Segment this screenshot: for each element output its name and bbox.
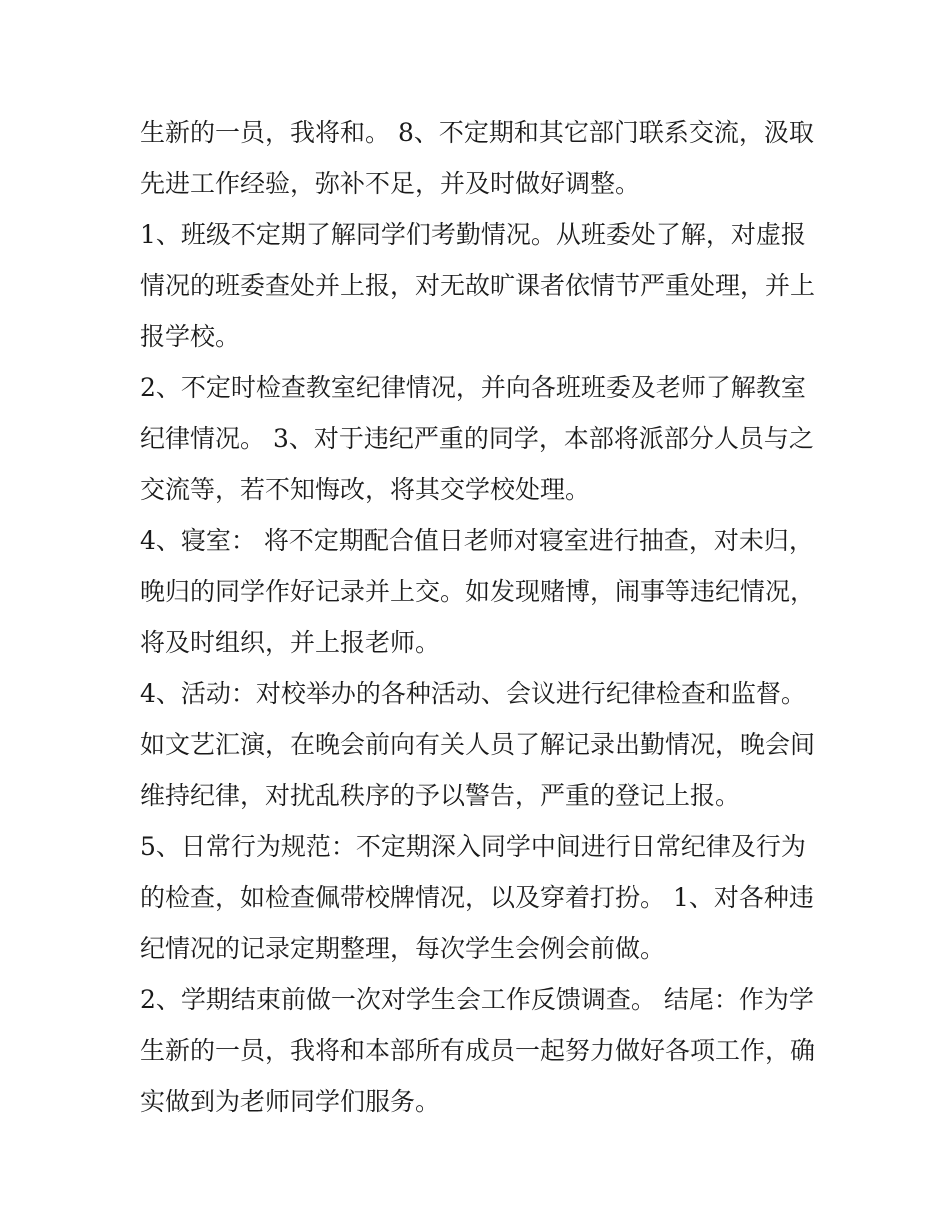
text-line: 1、班级不定期了解同学们考勤情况。从班委处了解，对虚报 — [140, 220, 806, 249]
text-line: 实做到为老师同学们服务。 — [140, 1087, 441, 1116]
text-line: 生新的一员，我将和本部所有成员一起努力做好各项工作，确 — [140, 1036, 816, 1065]
text-line: 的检查，如检查佩带校牌情况，以及穿着打扮。 1、对各种违 — [140, 883, 814, 912]
paragraph-1 — [140, 107, 820, 209]
paragraph-5 — [140, 668, 820, 821]
text-line: 维持纪律，对扰乱秩序的予以警告，严重的登记上报。 — [140, 781, 741, 810]
paragraph-6 — [140, 821, 820, 974]
paragraph-4 — [140, 515, 820, 668]
text-line: 先进工作经验，弥补不足，并及时做好调整。 — [140, 169, 641, 198]
text-line: 报学校。 — [140, 322, 241, 351]
text-line: 生新的一员，我将和。 8、不定期和其它部门联系交流，汲取 — [140, 118, 814, 147]
text-line: 纪律情况。 3、对于违纪严重的同学，本部将派部分人员与之 — [140, 424, 814, 453]
text-line: 交流等，若不知悔改，将其交学校处理。 — [140, 475, 591, 504]
text-line: 纪情况的记录定期整理，每次学生会例会前做。 — [140, 934, 666, 963]
text-line: 4、活动：对校举办的各种活动、会议进行纪律检查和监督。 — [140, 679, 806, 708]
text-line: 将及时组织，并上报老师。 — [140, 628, 441, 657]
paragraph-3 — [140, 362, 820, 515]
text-line: 情况的班委查处并上报，对无故旷课者依情节严重处理，并上 — [140, 271, 816, 300]
text-line: 5、日常行为规范：不定期深入同学中间进行日常纪律及行为 — [140, 832, 806, 861]
text-line: 晚归的同学作好记录并上交。如发现赌博，闹事等违纪情况， — [140, 577, 816, 606]
text-line: 2、学期结束前做一次对学生会工作反馈调查。 结尾：作为学 — [140, 985, 814, 1014]
text-line: 2、不定时检查教室纪律情况，并向各班班委及老师了解教室 — [140, 373, 806, 402]
paragraph-2 — [140, 209, 820, 362]
paragraph-7 — [140, 974, 820, 1127]
document-body — [140, 107, 820, 1127]
text-line: 4、寝室： 将不定期配合值日老师对寝室进行抽查，对未归， — [140, 526, 814, 555]
text-line: 如文艺汇演，在晚会前向有关人员了解记录出勤情况，晚会间 — [140, 730, 816, 759]
